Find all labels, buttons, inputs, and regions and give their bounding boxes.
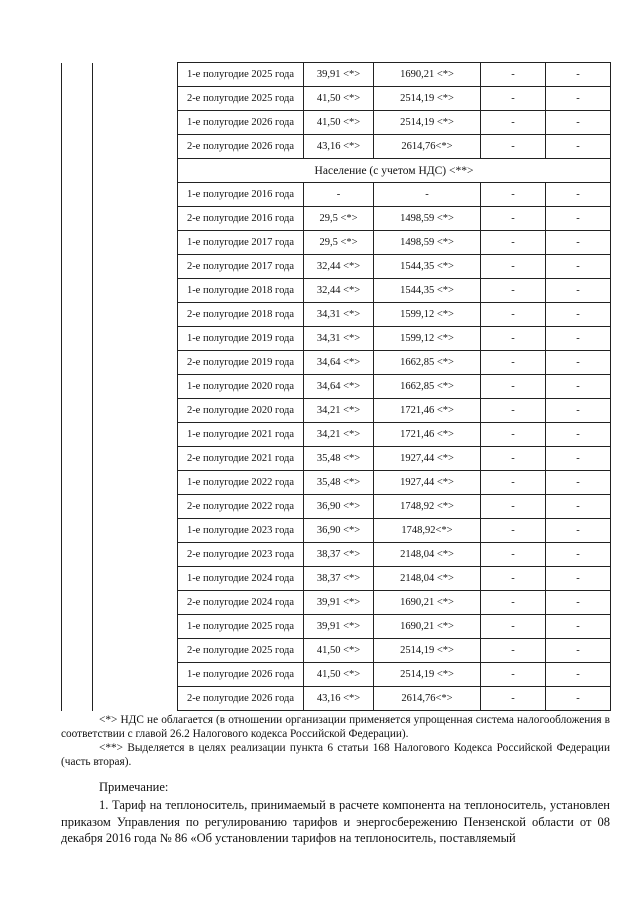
value-cell-v1: 34,64 <*> (304, 351, 374, 375)
blank-column-2 (93, 63, 178, 711)
value-cell-v4: - (546, 615, 611, 639)
value-cell-v3: - (481, 135, 546, 159)
value-cell-v2: 1690,21 <*> (374, 63, 481, 87)
value-cell-v1: 43,16 <*> (304, 135, 374, 159)
note-body (61, 797, 610, 847)
value-cell-v3: - (481, 255, 546, 279)
value-cell-v4: - (546, 279, 611, 303)
period-cell: 1-е полугодие 2017 года (178, 231, 304, 255)
value-cell-v4: - (546, 327, 611, 351)
value-cell-v2: 2514,19 <*> (374, 639, 481, 663)
value-cell-v2: 1748,92 <*> (374, 495, 481, 519)
table-row (62, 63, 611, 87)
period-cell: 1-е полугодие 2018 года (178, 279, 304, 303)
value-cell-v4: - (546, 399, 611, 423)
period-cell: 1-е полугодие 2026 года (178, 111, 304, 135)
period-cell: 2-е полугодие 2025 года (178, 87, 304, 111)
value-cell-v1: 29,5 <*> (304, 231, 374, 255)
period-cell: 1-е полугодие 2016 года (178, 183, 304, 207)
value-cell-v2: 1690,21 <*> (374, 591, 481, 615)
period-cell: 1-е полугодие 2020 года (178, 375, 304, 399)
value-cell-v3: - (481, 519, 546, 543)
value-cell-v1: 36,90 <*> (304, 495, 374, 519)
section-title: Население (с учетом НДС) <**> (178, 159, 611, 183)
value-cell-v1: 36,90 <*> (304, 519, 374, 543)
value-cell-v2: 2148,04 <*> (374, 567, 481, 591)
value-cell-v3: - (481, 591, 546, 615)
value-cell-v3: - (481, 183, 546, 207)
period-cell: 2-е полугодие 2018 года (178, 303, 304, 327)
value-cell-v2: 2614,76<*> (374, 687, 481, 711)
tariff-table (61, 62, 611, 711)
value-cell-v3: - (481, 687, 546, 711)
value-cell-v3: - (481, 87, 546, 111)
value-cell-v3: - (481, 351, 546, 375)
value-cell-v2: 2148,04 <*> (374, 543, 481, 567)
note-title: Примечание: (99, 780, 169, 794)
period-cell: 2-е полугодие 2020 года (178, 399, 304, 423)
value-cell-v2: 2514,19 <*> (374, 663, 481, 687)
value-cell-v2: 2614,76<*> (374, 135, 481, 159)
value-cell-v2: 1662,85 <*> (374, 375, 481, 399)
value-cell-v2: 1721,46 <*> (374, 399, 481, 423)
value-cell-v4: - (546, 663, 611, 687)
value-cell-v4: - (546, 423, 611, 447)
value-cell-v1: 29,5 <*> (304, 207, 374, 231)
value-cell-v1: 34,64 <*> (304, 375, 374, 399)
value-cell-v1: 38,37 <*> (304, 543, 374, 567)
value-cell-v1: 41,50 <*> (304, 87, 374, 111)
value-cell-v4: - (546, 375, 611, 399)
value-cell-v2: 1927,44 <*> (374, 471, 481, 495)
value-cell-v2: 1599,12 <*> (374, 303, 481, 327)
value-cell-v3: - (481, 231, 546, 255)
value-cell-v4: - (546, 183, 611, 207)
value-cell-v1: 35,48 <*> (304, 447, 374, 471)
value-cell-v3: - (481, 663, 546, 687)
value-cell-v1: 41,50 <*> (304, 663, 374, 687)
value-cell-v3: - (481, 495, 546, 519)
period-cell: 1-е полугодие 2026 года (178, 663, 304, 687)
blank-column-1 (62, 63, 93, 711)
value-cell-v3: - (481, 63, 546, 87)
value-cell-v3: - (481, 207, 546, 231)
value-cell-v3: - (481, 399, 546, 423)
value-cell-v2: 1662,85 <*> (374, 351, 481, 375)
period-cell: 1-е полугодие 2022 года (178, 471, 304, 495)
value-cell-v4: - (546, 87, 611, 111)
period-cell: 2-е полугодие 2026 года (178, 135, 304, 159)
period-cell: 2-е полугодие 2022 года (178, 495, 304, 519)
value-cell-v4: - (546, 687, 611, 711)
value-cell-v1: 39,91 <*> (304, 63, 374, 87)
period-cell: 1-е полугодие 2025 года (178, 615, 304, 639)
value-cell-v1: 41,50 <*> (304, 111, 374, 135)
value-cell-v2: 1690,21 <*> (374, 615, 481, 639)
value-cell-v4: - (546, 63, 611, 87)
footnote-text: <**> Выделяется в целях реализации пункта 6 статьи 168 Налогового Кодекса Российской Федерации (часть вторая). (61, 742, 610, 768)
value-cell-v3: - (481, 111, 546, 135)
value-cell-v2: 2514,19 <*> (374, 111, 481, 135)
value-cell-v1: 32,44 <*> (304, 279, 374, 303)
value-cell-v4: - (546, 135, 611, 159)
period-cell: 2-е полугодие 2023 года (178, 543, 304, 567)
tariff-table-body (62, 63, 611, 711)
period-cell: 2-е полугодие 2016 года (178, 207, 304, 231)
value-cell-v2: - (374, 183, 481, 207)
period-cell: 1-е полугодие 2024 года (178, 567, 304, 591)
value-cell-v4: - (546, 495, 611, 519)
value-cell-v3: - (481, 567, 546, 591)
period-cell: 1-е полугодие 2019 года (178, 327, 304, 351)
value-cell-v2: 1748,92<*> (374, 519, 481, 543)
period-cell: 2-е полугодие 2025 года (178, 639, 304, 663)
value-cell-v1: 39,91 <*> (304, 615, 374, 639)
value-cell-v1: 32,44 <*> (304, 255, 374, 279)
note-paragraph: 1. Тариф на теплоноситель, принимаемый в расчете компонента на теплоноситель, установлен приказом Управления по регулированию тарифов и энергосбережению Пензенской области от 08 декабря 2016 года № 86 «Об установлении тарифов на теплоноситель, поставляемый (61, 798, 610, 845)
footnote-vat-allocated (61, 741, 610, 769)
value-cell-v2: 1721,46 <*> (374, 423, 481, 447)
value-cell-v3: - (481, 447, 546, 471)
value-cell-v2: 1498,59 <*> (374, 207, 481, 231)
value-cell-v2: 1544,35 <*> (374, 255, 481, 279)
value-cell-v4: - (546, 567, 611, 591)
period-cell: 1-е полугодие 2023 года (178, 519, 304, 543)
value-cell-v1: 35,48 <*> (304, 471, 374, 495)
value-cell-v4: - (546, 255, 611, 279)
value-cell-v4: - (546, 351, 611, 375)
value-cell-v1: 39,91 <*> (304, 591, 374, 615)
value-cell-v1: 34,31 <*> (304, 303, 374, 327)
value-cell-v4: - (546, 639, 611, 663)
value-cell-v4: - (546, 207, 611, 231)
value-cell-v3: - (481, 279, 546, 303)
period-cell: 1-е полугодие 2025 года (178, 63, 304, 87)
footnote-vat-exempt (61, 713, 610, 741)
value-cell-v3: - (481, 375, 546, 399)
value-cell-v1: 34,21 <*> (304, 423, 374, 447)
value-cell-v1: 43,16 <*> (304, 687, 374, 711)
value-cell-v1: 34,31 <*> (304, 327, 374, 351)
value-cell-v2: 1599,12 <*> (374, 327, 481, 351)
value-cell-v3: - (481, 639, 546, 663)
value-cell-v2: 1927,44 <*> (374, 447, 481, 471)
value-cell-v4: - (546, 303, 611, 327)
value-cell-v1: 41,50 <*> (304, 639, 374, 663)
period-cell: 2-е полугодие 2021 года (178, 447, 304, 471)
value-cell-v4: - (546, 111, 611, 135)
period-cell: 1-е полугодие 2021 года (178, 423, 304, 447)
value-cell-v1: 38,37 <*> (304, 567, 374, 591)
value-cell-v2: 2514,19 <*> (374, 87, 481, 111)
value-cell-v2: 1498,59 <*> (374, 231, 481, 255)
value-cell-v3: - (481, 327, 546, 351)
value-cell-v4: - (546, 471, 611, 495)
value-cell-v4: - (546, 231, 611, 255)
value-cell-v2: 1544,35 <*> (374, 279, 481, 303)
value-cell-v4: - (546, 543, 611, 567)
value-cell-v3: - (481, 423, 546, 447)
value-cell-v3: - (481, 543, 546, 567)
value-cell-v4: - (546, 591, 611, 615)
period-cell: 2-е полугодие 2019 года (178, 351, 304, 375)
period-cell: 2-е полугодие 2017 года (178, 255, 304, 279)
period-cell: 2-е полугодие 2024 года (178, 591, 304, 615)
period-cell: 2-е полугодие 2026 года (178, 687, 304, 711)
footnote-text: <*> НДС не облагается (в отношении организации применяется упрощенная система налогообложения в соответствии с главой 26.2 Налогового кодекса Российской Федерации). (61, 714, 610, 740)
value-cell-v3: - (481, 303, 546, 327)
value-cell-v4: - (546, 447, 611, 471)
value-cell-v3: - (481, 471, 546, 495)
value-cell-v1: 34,21 <*> (304, 399, 374, 423)
value-cell-v4: - (546, 519, 611, 543)
value-cell-v1: - (304, 183, 374, 207)
value-cell-v3: - (481, 615, 546, 639)
